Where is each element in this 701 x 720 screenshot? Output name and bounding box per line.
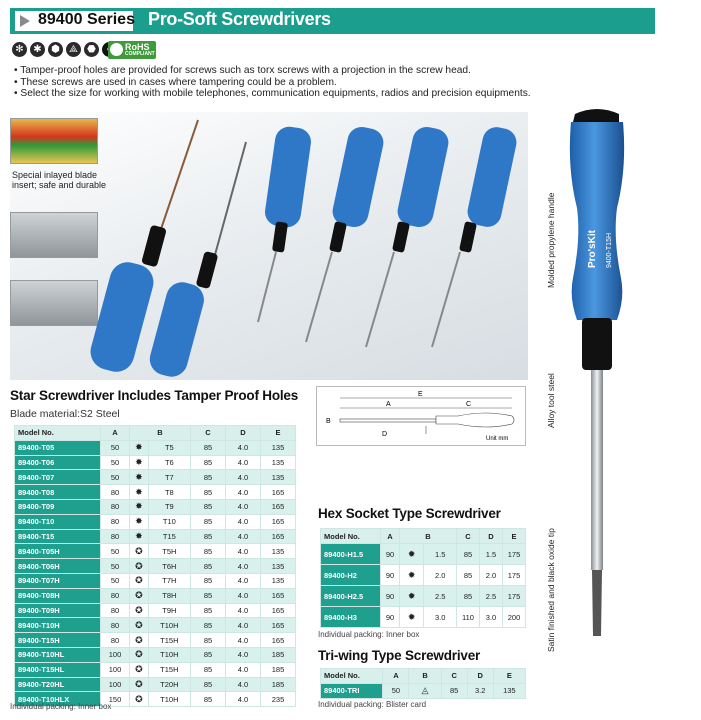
- inset-caption: Special inlayed blade insert; safe and durable: [12, 170, 107, 190]
- value-cell: T15: [148, 529, 190, 544]
- value-cell: 85: [191, 603, 226, 618]
- model-cell: 89400-T05H: [15, 544, 101, 559]
- value-cell: 50: [101, 573, 130, 588]
- dim-label-b: B: [326, 418, 331, 425]
- value-cell: T10: [148, 514, 190, 529]
- table-row: [15, 455, 296, 470]
- value-cell: 4.0: [226, 440, 261, 455]
- model-cell: 89400-H1.5: [321, 544, 381, 565]
- value-cell: 4.0: [226, 544, 261, 559]
- tip-icon: ✪: [130, 603, 149, 618]
- value-cell: 200: [503, 607, 526, 628]
- tri-wing-icon: ⟁: [66, 42, 81, 57]
- page-title: Pro-Soft Screwdrivers: [148, 9, 331, 29]
- value-cell: 85: [191, 455, 226, 470]
- value-cell: 80: [101, 499, 130, 514]
- star-section-title: Star Screwdriver Includes Tamper Proof Holes: [10, 388, 299, 403]
- model-cell: 89400-T10HL: [15, 647, 101, 662]
- table-row: [15, 544, 296, 559]
- value-cell: 85: [191, 485, 226, 500]
- model-cell: 89400-T09H: [15, 603, 101, 618]
- dim-label-e: E: [418, 391, 423, 398]
- value-cell: 4.0: [226, 618, 261, 633]
- hex-solid-icon: ⬣: [84, 42, 99, 57]
- dimension-diagram: [316, 386, 526, 446]
- column-header: A: [381, 529, 400, 544]
- column-header: E: [493, 669, 525, 684]
- value-cell: T6: [148, 455, 190, 470]
- star-spec-table: [14, 425, 296, 707]
- value-cell: T10H: [148, 647, 190, 662]
- leaf-icon: [110, 43, 123, 56]
- value-cell: 4.0: [226, 662, 261, 677]
- feature-list: [14, 65, 531, 100]
- value-cell: 1.5: [480, 544, 503, 565]
- value-cell: T7H: [148, 573, 190, 588]
- model-cell: 89400-T08: [15, 485, 101, 500]
- model-imprint: 9400-T15H: [606, 232, 613, 268]
- column-header: E: [261, 426, 296, 441]
- value-cell: 85: [191, 544, 226, 559]
- column-header: C: [441, 669, 467, 684]
- value-cell: 135: [261, 544, 296, 559]
- column-header: A: [101, 426, 130, 441]
- value-cell: 135: [261, 573, 296, 588]
- value-cell: 90: [381, 565, 400, 586]
- value-cell: 4.0: [226, 603, 261, 618]
- triwing-packing-note: Individual packing: Blister card: [318, 700, 427, 709]
- column-header: C: [191, 426, 226, 441]
- column-header: D: [467, 669, 493, 684]
- value-cell: 2.5: [480, 586, 503, 607]
- steel-label: Alloy tool steel: [546, 373, 556, 428]
- value-cell: 4.0: [226, 470, 261, 485]
- value-cell: T15H: [148, 633, 190, 648]
- value-cell: 135: [493, 683, 525, 698]
- value-cell: 4.0: [226, 559, 261, 574]
- value-cell: 85: [457, 544, 480, 565]
- value-cell: 85: [191, 618, 226, 633]
- model-cell: 89400-T15H: [15, 633, 101, 648]
- tip-icon: ✹: [400, 544, 424, 565]
- model-cell: 89400-T06H: [15, 559, 101, 574]
- value-cell: 135: [261, 440, 296, 455]
- column-header: B: [409, 669, 441, 684]
- big-screwdriver-image: [555, 108, 645, 643]
- value-cell: 3.2: [467, 683, 493, 698]
- table-row: [321, 544, 526, 565]
- value-cell: 165: [261, 618, 296, 633]
- table-row: [15, 514, 296, 529]
- value-cell: 85: [191, 692, 226, 707]
- value-cell: 85: [191, 499, 226, 514]
- value-cell: 4.0: [226, 529, 261, 544]
- model-cell: 89400-T10: [15, 514, 101, 529]
- table-row: [15, 633, 296, 648]
- value-cell: 50: [101, 470, 130, 485]
- value-cell: 165: [261, 514, 296, 529]
- value-cell: 85: [191, 588, 226, 603]
- value-cell: 165: [261, 588, 296, 603]
- value-cell: T7: [148, 470, 190, 485]
- tip-icon: ✹: [400, 607, 424, 628]
- value-cell: 85: [191, 662, 226, 677]
- rohs-badge: RoHS COMPLIANT: [108, 41, 156, 59]
- model-cell: 89400-H3: [321, 607, 381, 628]
- value-cell: 4.0: [226, 647, 261, 662]
- column-header: Model No.: [321, 529, 381, 544]
- value-cell: 85: [191, 647, 226, 662]
- model-cell: 89400-T15HL: [15, 662, 101, 677]
- tip-icon: ✸: [130, 470, 149, 485]
- screwdriver-standing-2: [306, 124, 386, 342]
- model-cell: 89400-T07H: [15, 573, 101, 588]
- value-cell: 85: [457, 586, 480, 607]
- column-header: Model No.: [321, 669, 383, 684]
- handle-label: Molded propylene handle: [546, 192, 556, 288]
- tip-icon: ✪: [130, 618, 149, 633]
- play-arrow-icon: [20, 15, 30, 27]
- tip-icon: ✹: [400, 565, 424, 586]
- table-row: [321, 565, 526, 586]
- unit-label: Unit mm: [486, 436, 509, 442]
- value-cell: T8: [148, 485, 190, 500]
- value-cell: 85: [191, 514, 226, 529]
- model-cell: 89400-H2.5: [321, 586, 381, 607]
- value-cell: 135: [261, 470, 296, 485]
- tip-icon: ✸: [130, 514, 149, 529]
- value-cell: 2.5: [424, 586, 457, 607]
- value-cell: 85: [441, 683, 467, 698]
- value-cell: T15H: [148, 662, 190, 677]
- table-header-row: [321, 529, 526, 544]
- triwing-spec-table: [320, 668, 526, 699]
- tip-icon: ✪: [130, 573, 149, 588]
- value-cell: 4.0: [226, 588, 261, 603]
- table-row: [321, 683, 526, 698]
- hex-packing-note: Individual packing: Inner box: [318, 630, 420, 639]
- value-cell: 4.0: [226, 573, 261, 588]
- model-cell: 89400-T05: [15, 440, 101, 455]
- column-header: D: [480, 529, 503, 544]
- value-cell: 165: [261, 603, 296, 618]
- blade-material: Blade material:S2 Steel: [10, 408, 120, 420]
- value-cell: 4.0: [226, 499, 261, 514]
- model-cell: 89400-TRI: [321, 683, 383, 698]
- table-row: [15, 470, 296, 485]
- tip-icon: ✸: [130, 455, 149, 470]
- value-cell: 4.0: [226, 633, 261, 648]
- value-cell: 50: [101, 440, 130, 455]
- torx-tamper-icon: ✻: [12, 42, 27, 57]
- tip-icon: ✪: [130, 647, 149, 662]
- tip-icon: ✪: [130, 692, 149, 707]
- column-header: Model No.: [15, 426, 101, 441]
- value-cell: 165: [261, 633, 296, 648]
- value-cell: 80: [101, 485, 130, 500]
- value-cell: 90: [381, 586, 400, 607]
- value-cell: 80: [101, 529, 130, 544]
- tip-icon: ✹: [400, 586, 424, 607]
- column-header: B: [130, 426, 191, 441]
- table-row: [321, 607, 526, 628]
- table-header-row: [321, 669, 526, 684]
- value-cell: 4.0: [226, 455, 261, 470]
- star-icon: ✱: [30, 42, 45, 57]
- brand-logo: Pro'sKit: [587, 230, 598, 268]
- value-cell: 110: [457, 607, 480, 628]
- value-cell: 85: [191, 559, 226, 574]
- value-cell: 100: [101, 677, 130, 692]
- value-cell: T9H: [148, 603, 190, 618]
- model-cell: 89400-T07: [15, 470, 101, 485]
- value-cell: 50: [101, 544, 130, 559]
- model-cell: 89400-T08H: [15, 588, 101, 603]
- value-cell: 2.0: [424, 565, 457, 586]
- value-cell: T8H: [148, 588, 190, 603]
- value-cell: 85: [191, 573, 226, 588]
- value-cell: 175: [503, 544, 526, 565]
- tip-icon: ✸: [130, 440, 149, 455]
- tip-icon: ✪: [130, 677, 149, 692]
- model-cell: 89400-T10H: [15, 618, 101, 633]
- value-cell: 165: [261, 485, 296, 500]
- column-header: D: [226, 426, 261, 441]
- value-cell: 135: [261, 559, 296, 574]
- screwdriver-lying-2: [146, 142, 246, 380]
- tip-icon: ✸: [130, 529, 149, 544]
- table-row: [15, 573, 296, 588]
- value-cell: 185: [261, 677, 296, 692]
- value-cell: 4.0: [226, 485, 261, 500]
- model-cell: 89400-H2: [321, 565, 381, 586]
- value-cell: 85: [191, 633, 226, 648]
- value-cell: 185: [261, 647, 296, 662]
- table-row: [15, 529, 296, 544]
- table-row: [15, 603, 296, 618]
- screwdriver-standing-1: [258, 125, 313, 322]
- feature-item: • These screws are used in cases where tampering could be a problem.: [14, 77, 531, 89]
- value-cell: 85: [191, 470, 226, 485]
- tip-icon: ✪: [130, 588, 149, 603]
- value-cell: 4.0: [226, 514, 261, 529]
- tip-icon: ✸: [130, 499, 149, 514]
- value-cell: 2.0: [480, 565, 503, 586]
- value-cell: T10H: [148, 618, 190, 633]
- table-row: [15, 499, 296, 514]
- value-cell: 235: [261, 692, 296, 707]
- tip-icon: ✪: [130, 662, 149, 677]
- value-cell: T9: [148, 499, 190, 514]
- value-cell: T20H: [148, 677, 190, 692]
- value-cell: 85: [191, 677, 226, 692]
- value-cell: 50: [101, 455, 130, 470]
- value-cell: 165: [261, 499, 296, 514]
- value-cell: T5: [148, 440, 190, 455]
- tip-icon: ✪: [130, 559, 149, 574]
- model-cell: 89400-T15: [15, 529, 101, 544]
- value-cell: T10H: [148, 692, 190, 707]
- model-cell: 89400-T06: [15, 455, 101, 470]
- hex-spec-table: [320, 528, 526, 628]
- tip-label: Satin finished and black oxide tip: [546, 528, 556, 652]
- table-row: [321, 586, 526, 607]
- feature-item: • Tamper-proof holes are provided for screws such as torx screws with a projection in the screw head.: [14, 65, 531, 77]
- column-header: A: [383, 669, 409, 684]
- tip-icon: ◬: [409, 683, 441, 698]
- value-cell: 80: [101, 633, 130, 648]
- value-cell: 4.0: [226, 692, 261, 707]
- column-header: C: [457, 529, 480, 544]
- value-cell: 85: [457, 565, 480, 586]
- table-row: [15, 588, 296, 603]
- value-cell: 80: [101, 618, 130, 633]
- table-row: [15, 662, 296, 677]
- value-cell: 185: [261, 662, 296, 677]
- value-cell: 3.0: [480, 607, 503, 628]
- model-cell: 89400-T20HL: [15, 677, 101, 692]
- value-cell: 1.5: [424, 544, 457, 565]
- value-cell: 90: [381, 544, 400, 565]
- value-cell: 165: [261, 529, 296, 544]
- dim-label-a: A: [386, 401, 391, 408]
- table-row: [15, 485, 296, 500]
- value-cell: 50: [101, 559, 130, 574]
- value-cell: 90: [381, 607, 400, 628]
- value-cell: 100: [101, 662, 130, 677]
- tip-icon: ✪: [130, 544, 149, 559]
- value-cell: 175: [503, 565, 526, 586]
- model-cell: 89400-T10HLX: [15, 692, 101, 707]
- value-cell: 135: [261, 455, 296, 470]
- tip-type-icons: [12, 42, 117, 58]
- value-cell: 50: [383, 683, 409, 698]
- value-cell: 175: [503, 586, 526, 607]
- star-packing-note: Individual packing: Inner box: [10, 702, 112, 711]
- value-cell: 80: [101, 514, 130, 529]
- model-cell: 89400-T09: [15, 499, 101, 514]
- dim-label-c: C: [466, 401, 472, 408]
- screwdrivers-illustration: [10, 112, 528, 380]
- value-cell: 85: [191, 529, 226, 544]
- series-label: 89400 Series: [38, 11, 135, 28]
- value-cell: 85: [191, 440, 226, 455]
- triwing-section-title: Tri-wing Type Screwdriver: [318, 648, 481, 663]
- dim-label-d: D: [382, 431, 388, 438]
- table-header-row: [15, 426, 296, 441]
- hex-section-title: Hex Socket Type Screwdriver: [318, 506, 501, 521]
- table-row: [15, 440, 296, 455]
- value-cell: 150: [101, 692, 130, 707]
- value-cell: 4.0: [226, 677, 261, 692]
- column-header: B: [400, 529, 457, 544]
- table-row: [15, 677, 296, 692]
- value-cell: 80: [101, 603, 130, 618]
- table-row: [15, 618, 296, 633]
- value-cell: T5H: [148, 544, 190, 559]
- table-row: [15, 559, 296, 574]
- value-cell: 3.0: [424, 607, 457, 628]
- feature-item: • Select the size for working with mobile telephones, communication equipments, radios and precision equipments.: [14, 88, 531, 100]
- table-row: [15, 647, 296, 662]
- tip-icon: ✪: [130, 633, 149, 648]
- hex-icon: ⬢: [48, 42, 63, 57]
- value-cell: 80: [101, 588, 130, 603]
- value-cell: 100: [101, 647, 130, 662]
- value-cell: T6H: [148, 559, 190, 574]
- column-header: E: [503, 529, 526, 544]
- tip-icon: ✸: [130, 485, 149, 500]
